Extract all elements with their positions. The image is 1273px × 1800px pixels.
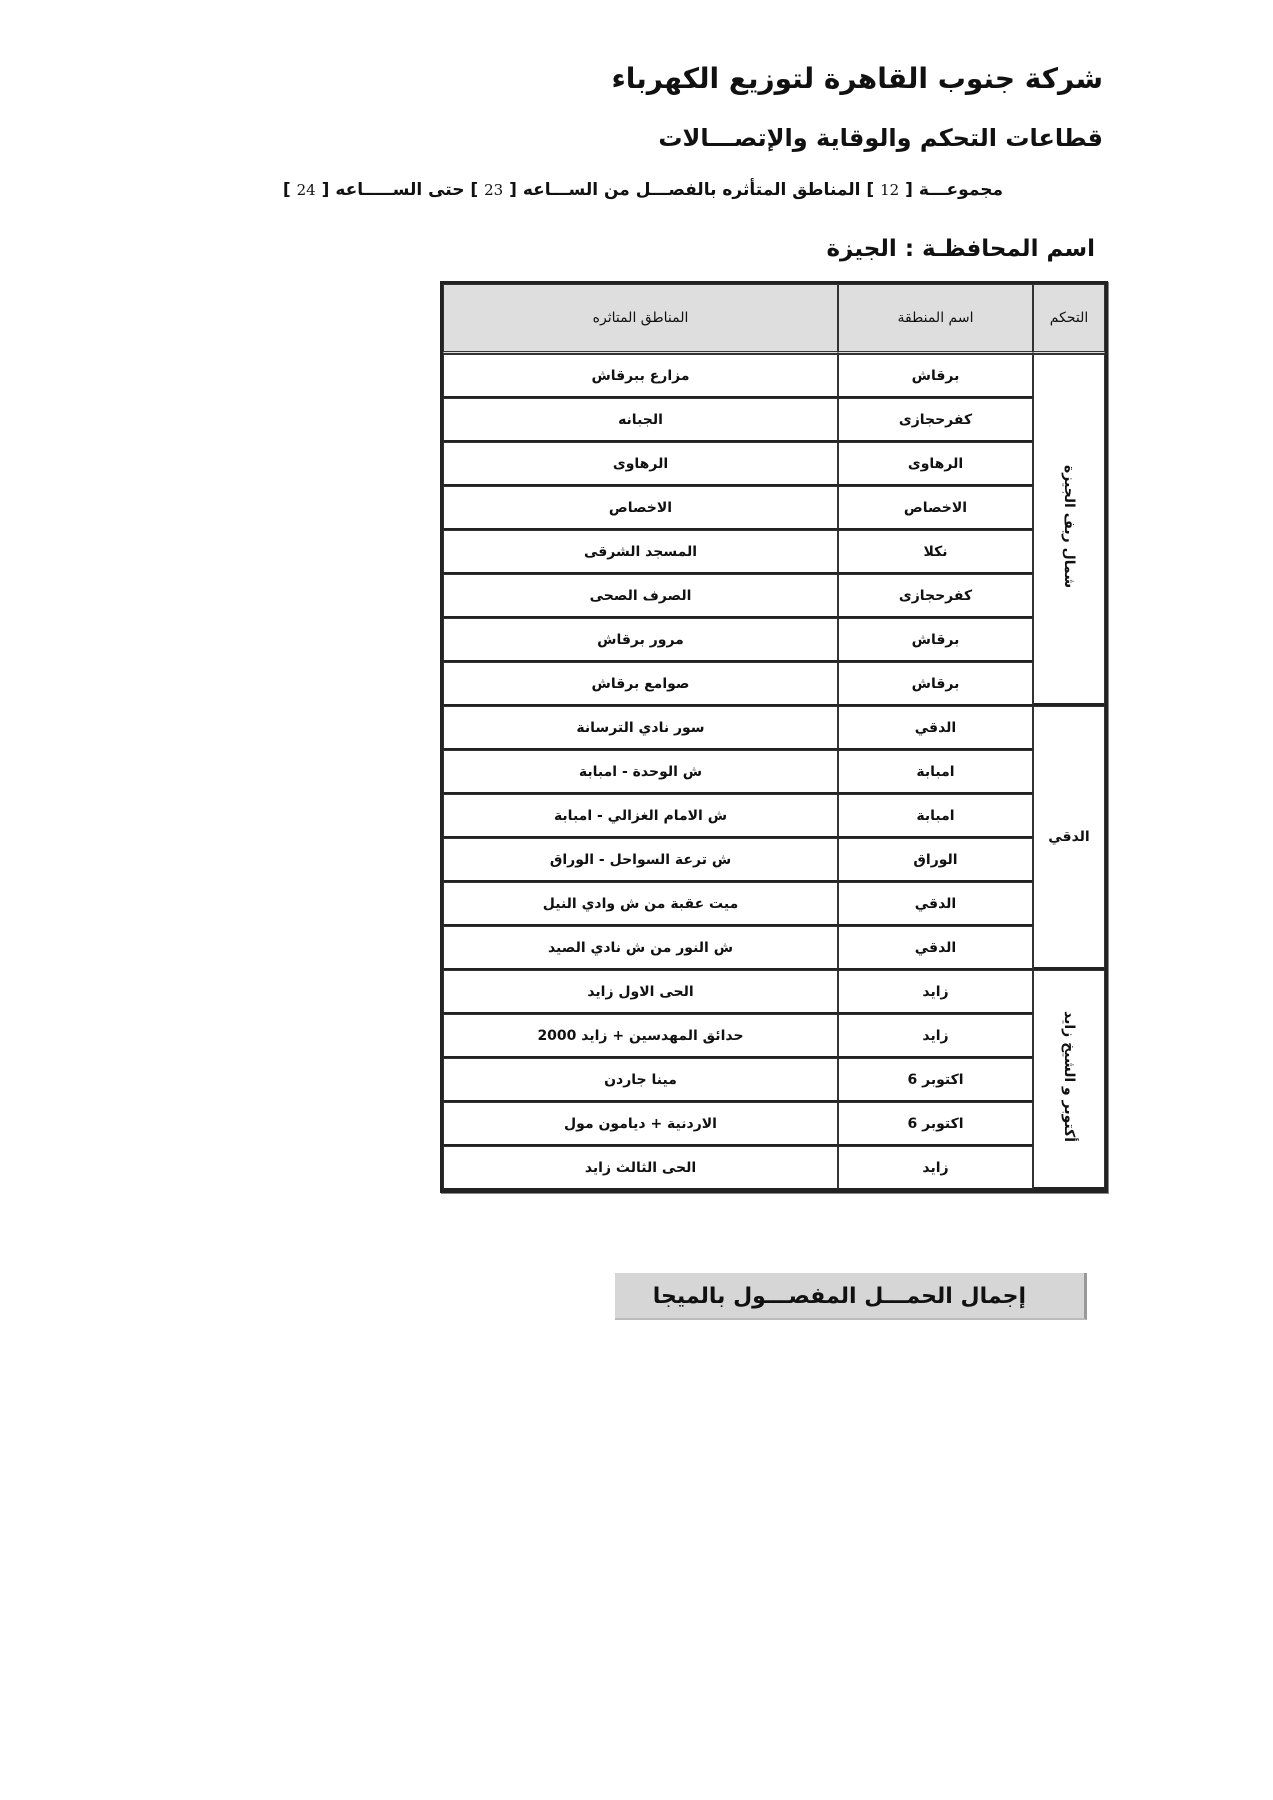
zone-cell: زايد — [838, 970, 1033, 1014]
zone-cell: الدقي — [838, 706, 1033, 750]
affected-cell: ش الامام الغزالي - امبابة — [443, 794, 838, 838]
table-row — [443, 530, 1105, 574]
affected-cell: صوامع برقاش — [443, 662, 838, 706]
affected-areas-table — [443, 284, 1105, 1190]
from-hour: 23 — [484, 181, 504, 199]
zone-cell: اكتوبر 6 — [838, 1058, 1033, 1102]
governorate-line: اسم المحافظـة : الجيزة — [826, 236, 1095, 262]
header-affected: المناطق المتاثره — [443, 284, 838, 354]
control-label: الدقي — [1048, 829, 1090, 845]
company-name: شركة جنوب القاهرة لتوزيع الكهرباء — [611, 62, 1103, 95]
table-row — [443, 750, 1105, 794]
affected-cell: حدائق المهدسين + زايد 2000 — [443, 1014, 838, 1058]
table-row — [443, 398, 1105, 442]
table-row — [443, 574, 1105, 618]
affected-cell: الصرف الصحى — [443, 574, 838, 618]
table-row — [443, 882, 1105, 926]
affected-cell: الرهاوى — [443, 442, 838, 486]
zone-cell: زايد — [838, 1014, 1033, 1058]
zone-cell: كفرحجازى — [838, 398, 1033, 442]
table-row — [443, 442, 1105, 486]
affected-cell: ميت عقبة من ش وادي النيل — [443, 882, 838, 926]
table-row — [443, 1146, 1105, 1190]
control-cell-north-giza — [1033, 354, 1105, 706]
total-disconnected-load-label: إجمال الحمـــل المفصـــول بالميجا — [615, 1273, 1087, 1320]
until-label: ] حتى الســـــاعه [ — [321, 180, 479, 200]
zone-cell: برقاش — [838, 618, 1033, 662]
end-bracket: ] — [282, 180, 291, 200]
to-hour: 24 — [296, 181, 316, 199]
zone-cell: الرهاوى — [838, 442, 1033, 486]
zone-cell: امبابة — [838, 750, 1033, 794]
control-label: شمال ريف الجيزة — [1061, 465, 1077, 589]
table-row — [443, 970, 1105, 1014]
table-row — [443, 662, 1105, 706]
group-label: مجموعـــة [ — [905, 180, 1003, 200]
header-zone: اسم المنطقة — [838, 284, 1033, 354]
control-cell-dokki — [1033, 706, 1105, 970]
zone-cell: زايد — [838, 1146, 1033, 1190]
control-label: أكتوبر و الشيخ زايد — [1061, 1011, 1077, 1143]
table-row — [443, 706, 1105, 750]
affected-cell: سور نادي الترسانة — [443, 706, 838, 750]
affected-cell: الحى الثالث زايد — [443, 1146, 838, 1190]
zone-cell: الوراق — [838, 838, 1033, 882]
table-row — [443, 486, 1105, 530]
zone-cell: برقاش — [838, 662, 1033, 706]
affected-cell: الجبانه — [443, 398, 838, 442]
table-row — [443, 1102, 1105, 1146]
table-row — [443, 794, 1105, 838]
zone-cell: الدقي — [838, 882, 1033, 926]
zone-cell: الدقي — [838, 926, 1033, 970]
affected-cell: الاردنية + ديامون مول — [443, 1102, 838, 1146]
affected-cell: مرور برقاش — [443, 618, 838, 662]
affected-areas-table-frame — [440, 281, 1108, 1193]
zone-cell: الاخصاص — [838, 486, 1033, 530]
table-row — [443, 618, 1105, 662]
zone-cell: كفرحجازى — [838, 574, 1033, 618]
sector-name: قطاعات التحكم والوقاية والإتصـــالات — [658, 124, 1103, 152]
table-row — [443, 838, 1105, 882]
zone-cell: اكتوبر 6 — [838, 1102, 1033, 1146]
group-line — [283, 180, 1003, 200]
affected-cell: المسجد الشرقى — [443, 530, 838, 574]
affected-cell: الاخصاص — [443, 486, 838, 530]
table-body — [443, 354, 1105, 1190]
table-row — [443, 926, 1105, 970]
affected-cell: ش ترعة السواحل - الوراق — [443, 838, 838, 882]
affected-cell: ش النور من ش نادي الصيد — [443, 926, 838, 970]
zone-cell: نكلا — [838, 530, 1033, 574]
table-header-row — [443, 284, 1105, 354]
table-row — [443, 354, 1105, 398]
table-row — [443, 1058, 1105, 1102]
table-row — [443, 1014, 1105, 1058]
affected-cell: مزارع ببرقاش — [443, 354, 838, 398]
header-control: التحكم — [1033, 284, 1105, 354]
group-number: 12 — [880, 181, 900, 199]
affected-cell: الحى الاول زايد — [443, 970, 838, 1014]
zone-cell: برقاش — [838, 354, 1033, 398]
affected-cell: مينا جاردن — [443, 1058, 838, 1102]
affected-cell: ش الوحدة - امبابة — [443, 750, 838, 794]
affected-label: ] المناطق المتأثره بالفصـــل من الســـاعه [ — [509, 180, 875, 200]
control-cell-october-zayed — [1033, 970, 1105, 1190]
zone-cell: امبابة — [838, 794, 1033, 838]
